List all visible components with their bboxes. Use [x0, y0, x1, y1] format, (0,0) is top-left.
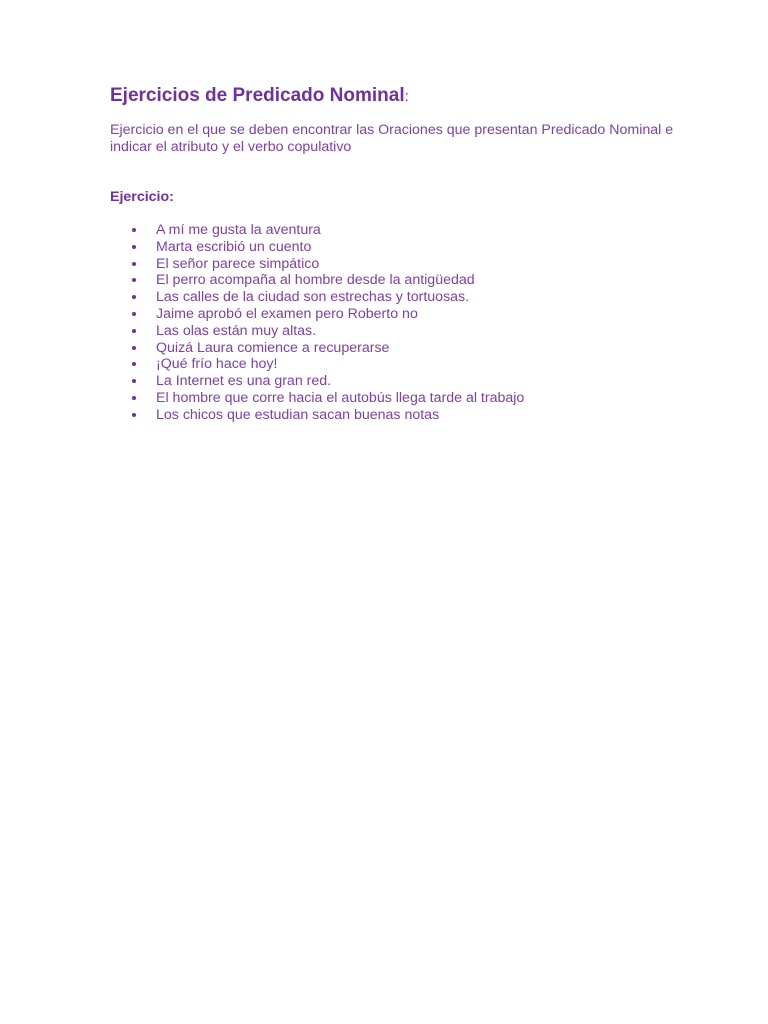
list-item-text: El señor parece simpático [156, 255, 320, 272]
bullet-icon [132, 228, 136, 232]
bullet-icon [132, 413, 136, 417]
list-item [110, 323, 708, 340]
list-item [110, 356, 708, 373]
list-item-text: Marta escribió un cuento [156, 238, 312, 255]
list-item [110, 222, 708, 239]
list-item [110, 407, 708, 424]
list-item [110, 256, 708, 273]
list-item-text: Jaime aprobó el examen pero Roberto no [156, 305, 418, 322]
list-item [110, 272, 708, 289]
title-colon: : [404, 88, 409, 105]
list-item [110, 289, 708, 306]
bullet-icon [132, 346, 136, 350]
list-item-text: La Internet es una gran red. [156, 373, 332, 390]
list-item [110, 373, 708, 390]
bullet-icon [132, 312, 136, 316]
bullet-icon [132, 362, 136, 366]
list-item-text: ¡Qué frío hace hoy! [156, 356, 278, 373]
list-item [110, 390, 708, 407]
bullet-icon [132, 379, 136, 383]
list-item-text: Las calles de la ciudad son estrechas y tortuosas. [156, 289, 470, 306]
section-heading: Ejercicio: [110, 189, 174, 205]
list-item-text: Los chicos que estudian sacan buenas notas [156, 406, 440, 423]
list-item [110, 239, 708, 256]
list-item-text: El hombre que corre hacia el autobús llega tarde al trabajo [156, 389, 525, 406]
list-item-text: Las olas están muy altas. [156, 322, 317, 339]
intro-paragraph: Ejercicio en el que se deben encontrar las Oraciones que presentan Predicado Nominal e indicar el atributo y el verbo copulativo [110, 122, 674, 155]
bullet-icon [132, 329, 136, 333]
title-text: Ejercicios de Predicado Nominal [110, 85, 405, 106]
document-title [110, 84, 708, 109]
list-item-text: Quizá Laura comience a recuperarse [156, 339, 390, 356]
bullet-icon [132, 396, 136, 400]
exercise-list [110, 222, 708, 424]
bullet-icon [132, 278, 136, 282]
list-item-text: El perro acompaña al hombre desde la antigüedad [156, 272, 475, 289]
bullet-icon [132, 245, 136, 249]
list-item [110, 340, 708, 357]
bullet-icon [132, 262, 136, 266]
list-item-text: A mí me gusta la aventura [156, 222, 321, 238]
list-item [110, 306, 708, 323]
bullet-icon [132, 295, 136, 299]
